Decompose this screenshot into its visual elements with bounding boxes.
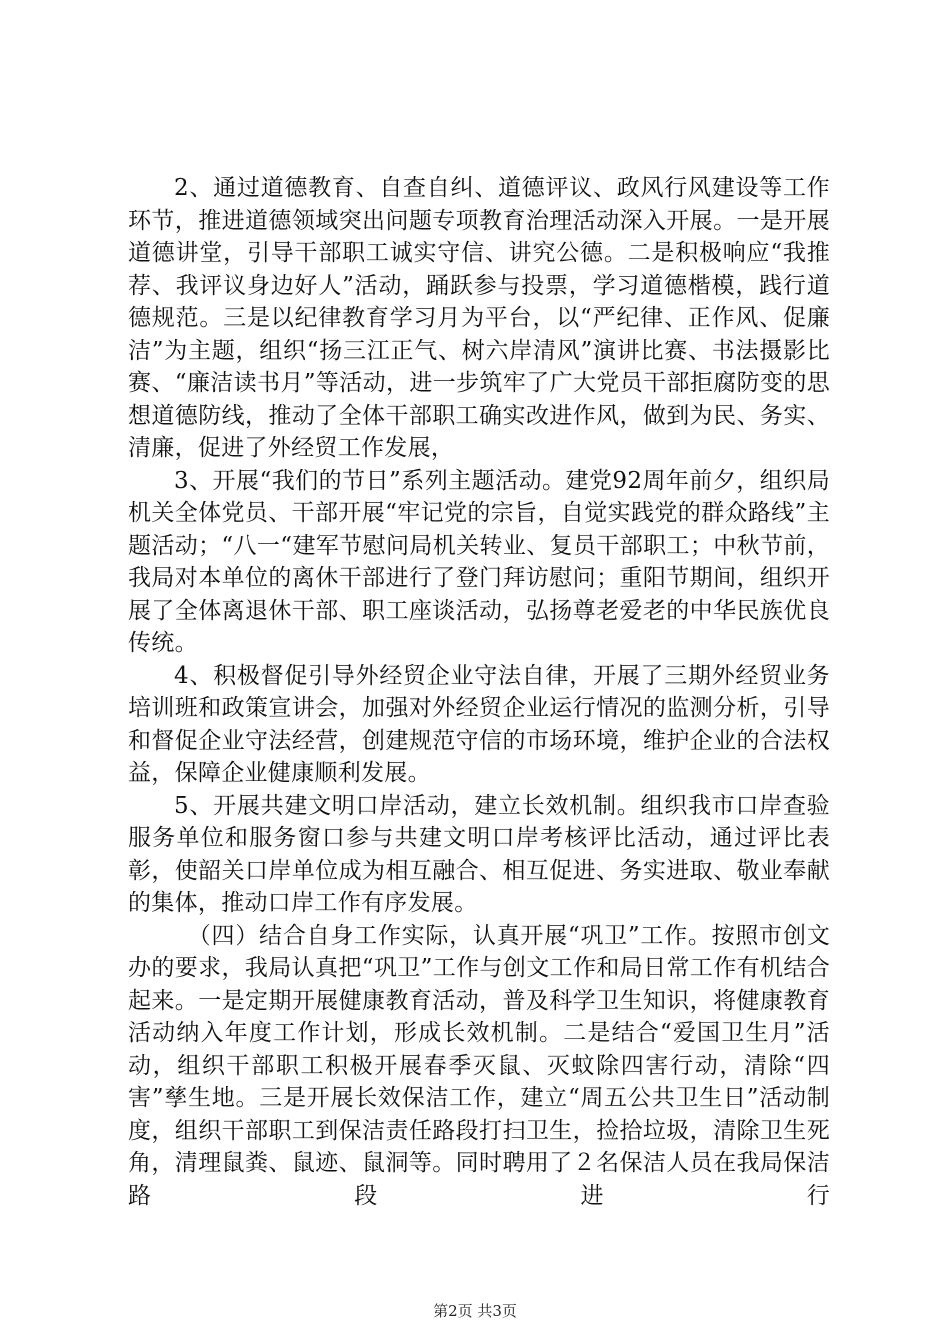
document-body <box>128 172 830 1212</box>
paragraph-civilized-port: 5、开展共建文明口岸活动，建立长效机制。组织我市口岸查验服务单位和服务窗口参与共建文明口岸考核评比活动，通过评比表彰，使韶关口岸单位成为相互融合、相互促进、务实进取、敬业奉献的集体，推动口岸工作有序发展。 <box>128 792 830 916</box>
page-footer: 第2页 共3页 <box>433 1302 517 1320</box>
paragraph-enterprise-self-discipline: 4、积极督促引导外经贸企业守法自律，开展了三期外经贸业务培训班和政策宣讲会，加强对外经贸企业运行情况的监测分析，引导和督促企业守法经营，创建规范守信的市场环境，维护企业的合法权益，保障企业健康顺利发展。 <box>128 662 830 786</box>
paragraph-festival-activities: 3、开展“我们的节日”系列主题活动。建党92周年前夕，组织局机关全体党员、干部开展“牢记党的宗旨，自觉实践党的群众路线”主题活动；“八一“建军节慰问局机关转业、复员干部职工；中秋节前，我局对本单位的离休干部进行了登门拜访慰问；重阳节期间，组织开展了全体离退休干部、职工座谈活动，弘扬尊老爱老的中华民族优良传统。 <box>128 467 830 656</box>
paragraph-ethics-education: 2、通过道德教育、自查自纠、道德评议、政风行风建设等工作环节，推进道德领域突出问题专项教育治理活动深入开展。一是开展道德讲堂，引导干部职工诚实守信、讲究公德。二是积极响应“我推荐、我评议身边好人”活动，踊跃参与投票，学习道德楷模，践行道德规范。三是以纪律教育学习月为平台，以“严纪律、正作风、促廉洁”为主题，组织“扬三江正气、树六岸清风”演讲比赛、书法摄影比赛、“廉洁读书月”等活动，进一步筑牢了广大党员干部拒腐防变的思想道德防线，推动了全体干部职工确实改进作风，做到为民、务实、清廉，促进了外经贸工作发展， <box>128 175 830 461</box>
paragraph-health-work: （四）结合自身工作实际，认真开展“巩卫”工作。按照市创文办的要求，我局认真把“巩卫”工作与创文工作和局日常工作有机结合起来。一是定期开展健康教育活动，普及科学卫生知识，将健康教育活动纳入年度工作计划，形成长效机制。二是结合“爱国卫生月”活动，组织干部职工积极开展春季灭鼠、灭蚊除四害行动，清除“四害”孳生地。三是开展长效保洁工作，建立“周五公共卫生日”活动制度，组织干部职工到保洁责任路段打扫卫生，捡拾垃圾，清除卫生死角，清理鼠粪、鼠迹、鼠洞等。同时聘用了２名保洁人员在我局保洁路段进行 <box>128 922 830 1209</box>
